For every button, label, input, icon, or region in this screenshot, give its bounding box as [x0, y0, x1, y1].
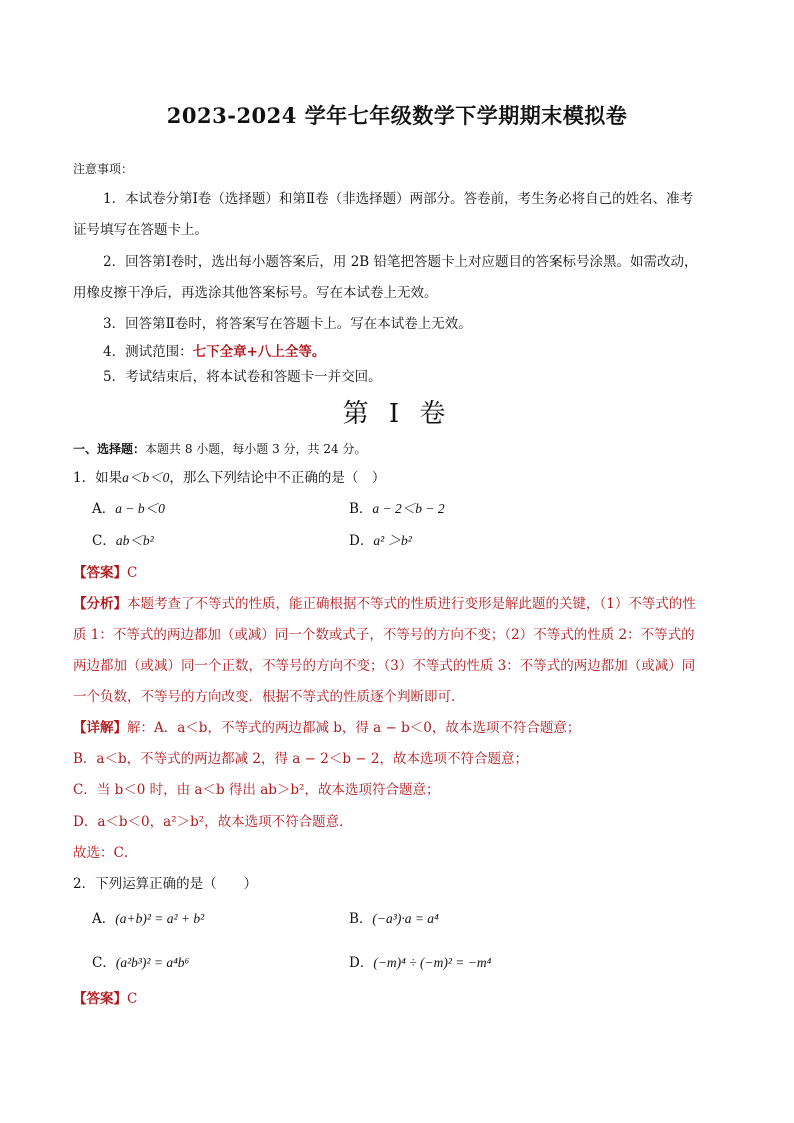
- q1-analysis-line-1: [73, 594, 696, 614]
- q1-detail-line-3: C．当 b＜0 时，由 a＜b 得出 ab＞b²，故本选项符合题意；: [73, 782, 440, 798]
- q2-option-d-expr: (−m)⁴ ÷ (−m)² = −m⁴: [373, 955, 492, 970]
- q1-analysis-line-2: 质 1：不等式的两边都加（或减）同一个数或式子，不等号的方向不变；（2）不等式的性质 2：不等式的: [73, 627, 695, 643]
- q2-option-c-expr: (a²b³)² = a⁴b⁶: [115, 955, 190, 970]
- q1-stem-end: ，那么下列结论中不正确的是（ ）: [169, 470, 386, 486]
- notice-scope-end: 。: [311, 344, 326, 360]
- q1-option-b: [349, 499, 445, 519]
- q2-answer: [73, 989, 137, 1009]
- q2-option-b: [349, 909, 439, 929]
- notice-line-2b: 用橡皮擦干净后，再选涂其他答案标号。写在本试卷上无效。: [73, 285, 438, 301]
- q1-detail-text-1: 解：A．a＜b，不等式的两边都减 b，得 a − b＜0，故本选项不符合题意；: [127, 720, 581, 736]
- section-heading: [73, 440, 366, 457]
- q1-answer-label: 【答案】: [73, 565, 127, 581]
- q2-option-a-expr: (a+b)² = a² + b²: [115, 911, 205, 926]
- q1-option-b-label: B．: [349, 501, 373, 517]
- q1-answer: [73, 563, 137, 583]
- q1-option-d-label: D．: [349, 533, 374, 549]
- q1-stem-expr: a＜b＜0: [122, 470, 170, 485]
- q1-analysis-line-4: 一个负数，不等号的方向改变．根据不等式的性质逐个判断即可．: [73, 689, 465, 705]
- notice-scope-value: 七下全章+八上全等: [192, 344, 312, 360]
- q2-option-a-label: A．: [92, 911, 116, 927]
- section-label: 一、选择题：: [73, 442, 146, 456]
- q1-analysis-text-1: 本题考查了不等式的性质，能正确根据不等式的性质进行变形是解此题的关键，（1）不等式的性: [127, 596, 696, 612]
- q2-option-c: [92, 953, 189, 973]
- q1-detail-line-2: B．a＜b，不等式的两边都减 2，得 a − 2＜b − 2，故本选项不符合题意；: [73, 751, 528, 767]
- q1-option-c-expr: ab＜b²: [115, 533, 154, 548]
- q2-option-d-label: D．: [349, 955, 374, 971]
- page-title: 2023-2024 学年七年级数学下学期期末模拟卷: [166, 103, 628, 128]
- q2-answer-value: C: [127, 991, 138, 1007]
- notice-line-1: 1．本试卷分第Ⅰ卷（选择题）和第Ⅱ卷（非选择题）两部分。答卷前，考生务必将自己的姓名、准考: [103, 191, 694, 207]
- notice-scope-label: 4．测试范围：: [103, 344, 193, 360]
- section-desc: 本题共 8 小题，每小题 3 分，共 24 分。: [145, 442, 367, 456]
- volume-title: 第 I 卷: [342, 399, 452, 429]
- q1-answer-value: C: [127, 565, 138, 581]
- q1-stem: [73, 468, 385, 488]
- q1-option-d-expr: a² ＞b²: [373, 533, 412, 548]
- q2-option-b-label: B．: [349, 911, 373, 927]
- q1-detail-line-1: [73, 718, 580, 738]
- q1-detail-label: 【详解】: [73, 720, 127, 736]
- q1-option-d: [349, 531, 412, 551]
- q1-option-a: [92, 499, 165, 519]
- q1-option-a-label: A．: [92, 501, 116, 517]
- notice-line-1b: 证号填写在答题卡上。: [73, 222, 208, 238]
- q1-choose: 故选：C．: [73, 845, 138, 861]
- notice-line-3: 3．回答第Ⅱ卷时，将答案写在答题卡上。写在本试卷上无效。: [103, 316, 472, 332]
- q2-option-a: [92, 909, 204, 929]
- q2-option-d: [349, 953, 491, 973]
- q1-analysis-line-3: 两边都加（或减）同一个正数，不等号的方向不变；（3）不等式的性质 3：不等式的两边都加（或减）同: [73, 658, 696, 674]
- q2-option-c-label: C．: [92, 955, 116, 971]
- q1-option-a-expr: a − b＜0: [115, 501, 165, 516]
- notice-line-4: [103, 342, 325, 362]
- notice-heading: 注意事项：: [73, 162, 134, 176]
- q2-stem: 2．下列运算正确的是（ ）: [73, 876, 258, 892]
- q2-answer-label: 【答案】: [73, 991, 127, 1007]
- notice-line-2: 2．回答第Ⅰ卷时，选出每小题答案后，用 2B 铅笔把答题卡上对应题目的答案标号涂黑。如需改动，: [103, 254, 698, 270]
- q1-detail-line-4: D．a＜b＜0，a²＞b²，故本选项不符合题意．: [73, 814, 353, 830]
- q1-option-b-expr: a − 2＜b − 2: [372, 501, 445, 516]
- q1-stem-start: 1．如果: [73, 470, 123, 486]
- q1-analysis-label: 【分析】: [73, 596, 127, 612]
- q1-option-c-label: C．: [92, 533, 116, 549]
- q1-option-c: [92, 531, 154, 551]
- notice-line-5: 5．考试结束后，将本试卷和答题卡一并交回。: [103, 369, 382, 385]
- q2-option-b-expr: (−a³)·a = a⁴: [372, 911, 439, 926]
